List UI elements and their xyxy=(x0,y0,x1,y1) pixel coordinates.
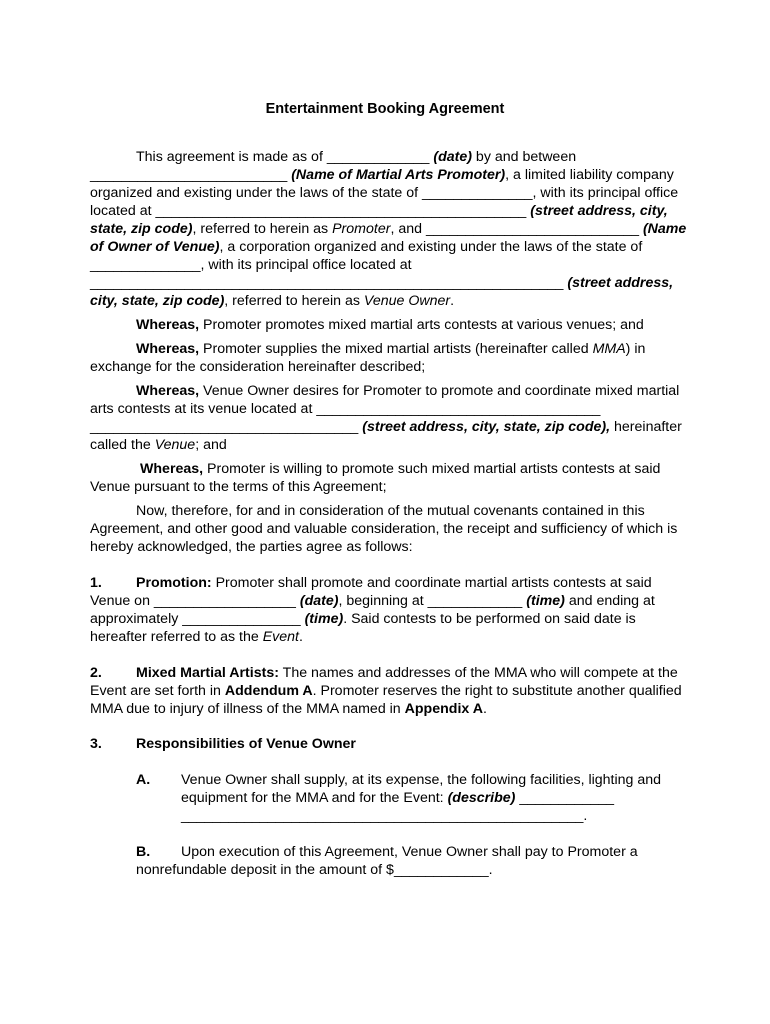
deposit-amount-blank[interactable]: ____________ xyxy=(393,862,489,878)
whereas-clause-2: Whereas, Promoter supplies the mixed martial artists (hereinafter called MMA) in exchange for the consideration hereinafter described; xyxy=(90,341,646,375)
address-blank-1[interactable]: _______________________________________________ xyxy=(155,203,527,219)
section-3-heading: 3. Responsibilities of Venue Owner xyxy=(90,736,356,752)
section-3a: A. Venue Owner shall supply, at its expense, the following facilities, lighting and equipment for the MMA and for the Event: (describe) ____________ ___________________________________________________. xyxy=(136,772,662,824)
owner-name-blank[interactable]: ___________________________ xyxy=(425,221,639,237)
document-title: Entertainment Booking Agreement xyxy=(265,101,505,117)
now-therefore-paragraph: Now, therefore, for and in consideration of the mutual covenants contained in this Agreement, and other good and valuable consideration, the receipt and sufficiency of which is hereby acknowledged, the parties agree as follows: xyxy=(90,503,678,555)
whereas-clause-3: Whereas, Venue Owner desires for Promoter to promote and coordinate mixed martial arts contests at its venue located at ____________________________________ __________________________________ (street address, city, state, zip code), hereinafter called the Venue; and xyxy=(90,383,682,453)
date-blank[interactable]: _____________ xyxy=(326,149,430,165)
state-blank-1[interactable]: ______________ xyxy=(422,185,533,201)
event-date-blank[interactable]: __________________ xyxy=(153,593,296,609)
facilities-blank-2[interactable]: ___________________________________________________. xyxy=(181,808,588,824)
end-time-blank[interactable]: _______________ xyxy=(182,611,301,627)
start-time-blank[interactable]: ____________ xyxy=(427,593,523,609)
promoter-name-blank[interactable]: _________________________ xyxy=(90,167,288,183)
whereas-clause-4: Whereas, Promoter is willing to promote such mixed martial artists contests at said Venue pursuant to the terms of this Agreement; xyxy=(90,461,661,495)
state-blank-2[interactable]: ______________ xyxy=(90,257,201,273)
venue-address-blank-1[interactable]: ____________________________________ xyxy=(316,401,601,417)
intro-paragraph: This agreement is made as of _____________ (date) by and between _________________________ (Name of Martial Arts Promoter), a limited liability company organized and existing under the laws of the state of ______________, with its principal office located at _______________________________________________ (street address, city, state, zip code), referred to herein as Promoter, and ___________________________ (Name of Owner of Venue), a corporation organized and existing under the laws of the state of ______________, with its principal office located at ____________________________________________________________ (street address, city, state, zip code), referred to herein as Venue Owner. xyxy=(90,149,687,309)
section-2-mixed-martial-artists: 2. Mixed Martial Artists: The names and addresses of the MMA who will compete at the Event are set forth in Addendum A. Promoter reserves the right to substitute another qualified MMA due to injury of illness of the MMA named in Appendix A. xyxy=(90,665,682,717)
section-3b: B. Upon execution of this Agreement, Venue Owner shall pay to Promoter a nonrefundable deposit in the amount of $____________. xyxy=(136,844,638,878)
section-1-promotion: 1. Promotion: Promoter shall promote and coordinate martial artists contests at said Venue on __________________ (date), beginning at ____________ (time) and ending at approximately _______________ (time). Said contests to be performed on said date is hereafter referred to as the Event. xyxy=(90,575,655,645)
address-blank-2[interactable]: ____________________________________________________________ xyxy=(90,275,564,291)
facilities-blank-1[interactable]: ____________ xyxy=(515,790,615,806)
venue-address-blank-2[interactable]: __________________________________ xyxy=(90,419,359,435)
whereas-clause-1: Whereas, Promoter promotes mixed martial arts contests at various venues; and xyxy=(136,317,644,333)
